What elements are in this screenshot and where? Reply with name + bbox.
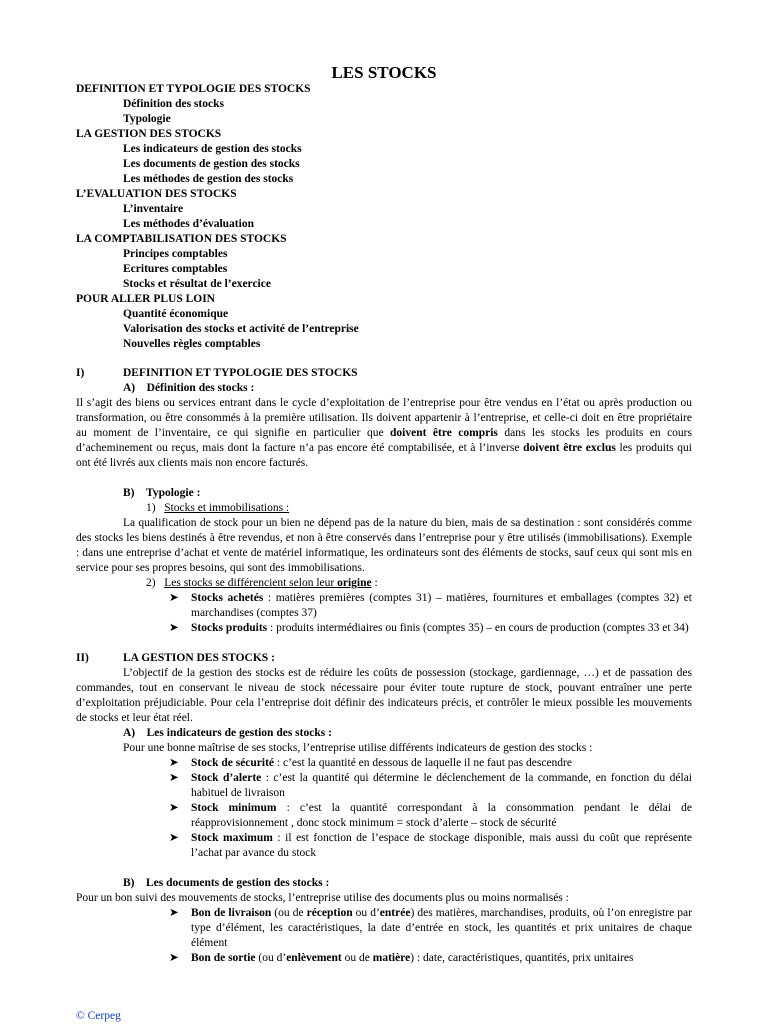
section-title: LA GESTION DES STOCKS : [123, 652, 275, 664]
toc-subheading: L’inventaire [123, 203, 184, 215]
toc-subheading: Ecritures comptables [123, 263, 228, 275]
bullet-list [76, 756, 692, 861]
subsection-heading: A) Définition des stocks : [123, 382, 255, 394]
list-item: ➤ Stocks achetés : matières premières (comptes 31) – matières, fournitures et emballages (comptes 32) et marchandises (comptes 37) [169, 592, 692, 619]
toc-heading: DEFINITION ET TYPOLOGIE DES STOCKS [76, 83, 311, 95]
arrow-bullet-icon: ➤ [169, 757, 179, 769]
section-title: DEFINITION ET TYPOLOGIE DES STOCKS [123, 367, 358, 379]
list-item: ➤ Stock de sécurité : c’est la quantité en dessous de laquelle il ne faut pas descendre [169, 757, 572, 769]
toc-subheading: Typologie [123, 113, 171, 125]
toc-heading: LA GESTION DES STOCKS [76, 128, 222, 140]
toc-subheading: Les méthodes de gestion des stocks [123, 173, 294, 185]
section-heading [76, 651, 692, 666]
toc-subheading: Stocks et résultat de l’exercice [123, 278, 271, 290]
arrow-bullet-icon: ➤ [169, 772, 179, 784]
table-of-contents [76, 82, 692, 352]
bullet-list [76, 591, 692, 636]
arrow-bullet-icon: ➤ [169, 832, 179, 844]
toc-subheading: Les méthodes d’évaluation [123, 218, 254, 230]
list-item: ➤ Bon de sortie (ou d’enlèvement ou de matière) : date, caractéristiques, quantités, prix unitaires [169, 952, 634, 964]
numbered-item: 2) Les stocks se différencient selon leur origine : [146, 577, 378, 589]
section-number: I) [76, 367, 85, 379]
paragraph: Pour une bonne maîtrise de ses stocks, l’entreprise utilise différents indicateurs de gestion des stocks : [123, 742, 593, 754]
arrow-bullet-icon: ➤ [169, 802, 179, 814]
copyright-footer: © Cerpeg [76, 1010, 121, 1022]
toc-heading: LA COMPTABILISATION DES STOCKS [76, 233, 287, 245]
paragraph: La qualification de stock pour un bien ne dépend pas de la nature du bien, mais de sa destination : sont considérés comme des stocks les biens destinés à être revendus, et non à être conservés dans l’entreprise pour y être utilisés (immobilisations). Exemple : dans une entreprise d’achat et vente de matériel informatique, les ordinateurs sont des éléments de stocks, sauf ceux qui sont mis en service pour ses propres besoins, qui sont des immobilisations. [76, 517, 692, 574]
list-item: ➤ Stocks produits : produits intermédiaires ou finis (comptes 35) – en cours de production (comptes 33 et 34) [169, 622, 689, 634]
toc-subheading: Les indicateurs de gestion des stocks [123, 143, 302, 155]
paragraph: Il s’agit des biens ou services entrant dans le cycle d’exploitation de l’entreprise pour être vendus en l’état ou après production ou transformation, ou être consommés à la première utilisation. Ils doivent appartenir à l’entreprise, et celle-ci doit en être propriétaire au moment de l’inventaire, ce qui signifie en particulier que doivent être compris dans les stocks les produits en cours d’acheminement ou reçus, mais dont la facture n’a pas encore été comptabilisée, et à l’inverse doivent être exclus les produits qui ont été livrés aux clients mais non encore facturés. [76, 397, 692, 469]
list-item: ➤ Stock d’alerte : c’est la quantité qui détermine le déclenchement de la commande, en fonction du délai habituel de livraison [169, 772, 692, 799]
list-item: ➤ Stock minimum : c’est la quantité correspondant à la consommation pendant le délai de réapprovisionnement , donc stock minimum = stock d’alerte – stock de sécurité [169, 802, 692, 829]
arrow-bullet-icon: ➤ [169, 952, 179, 964]
section-number: II) [76, 652, 89, 664]
toc-subheading: Valorisation des stocks et activité de l’entreprise [123, 323, 359, 335]
paragraph: Pour un bon suivi des mouvements de stocks, l’entreprise utilise des documents plus ou moins normalisés : [76, 892, 569, 904]
paragraph: L’objectif de la gestion des stocks est de réduire les coûts de possession (stockage, gardiennage, …) et de passation des commandes, tout en conservant le niveau de stock nécessaire pour éviter toute rupture de stock, pouvant entraîner une perte d’exploitation préjudiciable. Pour cela l’entreprise doit définir des indicateurs précis, et contrôler le mieux possible les mouvements de stocks et leur état réel. [76, 667, 692, 724]
arrow-bullet-icon: ➤ [169, 622, 179, 634]
subsection-heading: A) Les indicateurs de gestion des stocks : [123, 727, 332, 739]
list-item: ➤ Stock maximum : il est fonction de l’espace de stockage disponible, mais aussi du coût que représente l’achat par avance du stock [169, 832, 692, 859]
document-body [76, 366, 692, 966]
toc-heading: L’EVALUATION DES STOCKS [76, 188, 237, 200]
arrow-bullet-icon: ➤ [169, 907, 179, 919]
list-item: ➤ Bon de livraison (ou de réception ou d’entrée) des matières, marchandises, produits, où l’on enregistre par type d’élément, les caractéristiques, la date d’entrée en stock, les quantités et prix unitaires de chaque élément [169, 907, 692, 949]
toc-subheading: Quantité économique [123, 308, 229, 320]
arrow-bullet-icon: ➤ [169, 592, 179, 604]
subsection-heading: B) Typologie : [123, 487, 201, 499]
section-heading [76, 366, 692, 381]
toc-subheading: Nouvelles règles comptables [123, 338, 261, 350]
subsection-heading: B) Les documents de gestion des stocks : [123, 877, 330, 889]
page-title: LES STOCKS [331, 63, 437, 82]
toc-subheading: Définition des stocks [123, 98, 224, 110]
toc-heading: POUR ALLER PLUS LOIN [76, 293, 215, 305]
numbered-item: 1) Stocks et immobilisations : [146, 502, 290, 514]
toc-subheading: Les documents de gestion des stocks [123, 158, 300, 170]
toc-subheading: Principes comptables [123, 248, 228, 260]
